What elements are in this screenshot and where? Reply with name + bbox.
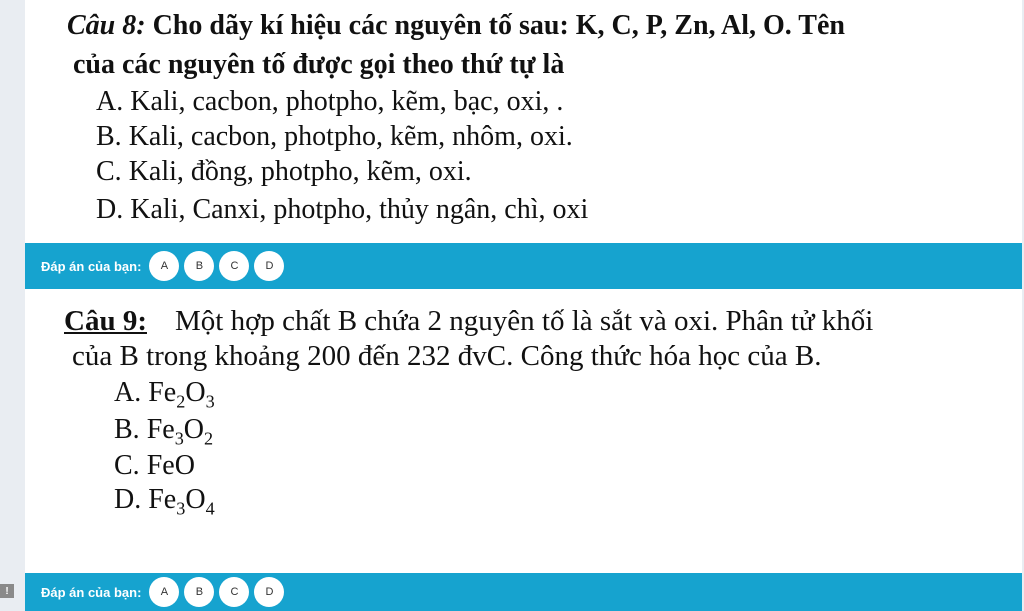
option-letter: D. [96,194,124,225]
formula-subscript: 3 [205,391,215,412]
answer-bar-question-8 [25,243,1022,289]
question-9-option-c [114,450,195,482]
question-8-option-c [96,156,472,188]
answer-choice-b-button[interactable]: B [184,577,214,607]
option-letter: C. [96,156,122,187]
answer-bar-question-9 [25,573,1022,611]
question-9-text-1: Một hợp chất B chứa 2 nguyên tố là sắt và oxi. Phân tử khối [174,305,874,337]
formula-part: Fe [148,484,177,515]
question-8-line-1 [67,10,845,42]
option-text: Kali, đồng, photpho, kẽm, oxi. [121,156,472,187]
question-8-option-d [96,194,588,226]
question-8-option-b [96,121,573,153]
question-8-line-2: của các nguyên tố được gọi theo thứ tự là [73,49,565,80]
question-9-line-1 [64,305,873,338]
answer-choice-d-button[interactable]: D [254,251,284,281]
question-9-option-a [114,377,215,412]
answer-choice-c-button[interactable]: C [219,577,249,607]
question-9-label: Câu 9: [64,305,147,337]
alert-icon: ! [0,584,14,598]
option-letter: A. [96,86,124,117]
formula-subscript: 2 [176,391,186,412]
question-9-option-d [114,484,215,519]
formula-part: O [185,377,206,408]
formula-part: Fe [148,377,177,408]
answer-choice-d-button[interactable]: D [254,577,284,607]
answer-choice-c-button[interactable]: C [219,251,249,281]
formula-subscript: 2 [204,428,214,449]
formula-part: FeO [146,450,195,481]
answer-choice-b-button[interactable]: B [184,251,214,281]
question-8-option-a [96,86,563,118]
question-9-option-b [114,414,214,449]
option-text: Kali, Canxi, photpho, thủy ngân, chì, oxi [123,194,589,225]
question-8-label: Câu 8: [67,10,146,41]
answer-bar-label: Đáp án của bạn: [41,584,142,600]
answer-choice-a-button[interactable]: A [149,251,179,281]
formula-part: O [185,484,206,515]
option-letter: C. [114,450,140,481]
formula-part: O [183,414,205,445]
option-letter: A. [114,377,142,408]
option-letter: B. [114,414,140,445]
option-text: Kali, cacbon, photpho, kẽm, bạc, oxi, . [123,86,564,117]
formula-subscript: 3 [174,428,184,449]
option-text: Kali, cacbon, photpho, kẽm, nhôm, oxi. [121,121,573,152]
option-letter: B. [96,121,122,152]
option-letter: D. [114,484,142,515]
answer-choice-a-button[interactable]: A [149,577,179,607]
question-9-line-2: của B trong khoảng 200 đến 232 đvC. Công thức hóa học của B. [72,340,822,372]
question-8-text-1: Cho dãy kí hiệu các nguyên tố sau: K, C, P, Zn, Al, O. Tên [145,10,845,41]
answer-bar-label: Đáp án của bạn: [41,258,142,274]
formula-part: Fe [146,414,175,445]
formula-subscript: 4 [205,498,215,519]
formula-subscript: 3 [176,498,186,519]
